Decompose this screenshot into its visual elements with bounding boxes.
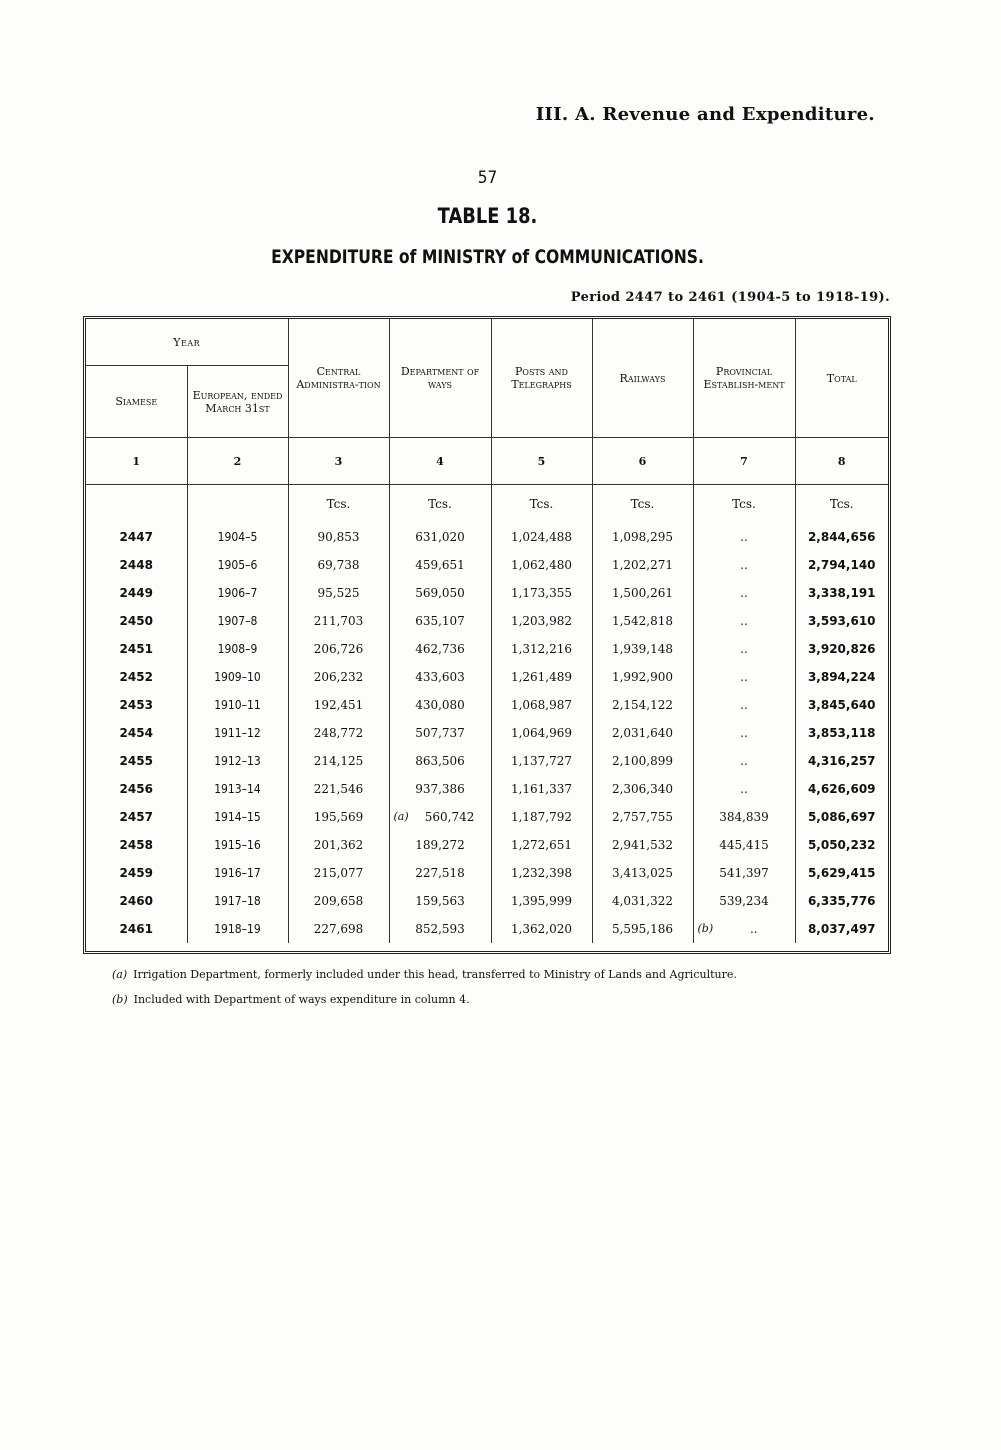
cell-value: 2,306,340 <box>611 782 674 796</box>
cell-value: 2,100,899 <box>611 754 674 768</box>
cell-value: 6,335,776 <box>807 894 876 908</box>
unit-cell <box>187 485 288 524</box>
cell-european <box>187 747 288 775</box>
cell-value: 2,031,640 <box>611 726 674 740</box>
cell-value: 937,386 <box>415 782 465 796</box>
cell-value: 1918–19 <box>214 922 261 936</box>
cell-central <box>288 663 389 691</box>
cell-provincial <box>693 607 795 635</box>
cell-posts <box>491 551 592 579</box>
col-header-railways: Railways <box>592 319 693 438</box>
cell-ways <box>389 887 491 915</box>
cell-ways <box>389 607 491 635</box>
cell-value: 2461 <box>119 922 153 936</box>
cell-posts <box>491 747 592 775</box>
cell-value: 3,845,640 <box>807 698 876 712</box>
cell-value: 1,312,216 <box>510 642 573 656</box>
cell-central <box>288 887 389 915</box>
cell-value: 459,651 <box>415 558 465 572</box>
table-row <box>86 607 888 635</box>
cell-value: 1,024,488 <box>510 530 573 544</box>
cell-central <box>288 775 389 803</box>
table-row <box>86 635 888 663</box>
table-row <box>86 775 888 803</box>
cell-total <box>795 551 888 579</box>
column-number: 8 <box>795 438 888 485</box>
cell-provincial <box>693 803 795 831</box>
cell-value: 1,232,398 <box>510 866 573 880</box>
cell-value: 209,658 <box>313 894 364 908</box>
cell-railways <box>592 523 693 551</box>
cell-value: 2453 <box>119 698 153 712</box>
cell-total <box>795 915 888 943</box>
cell-european <box>187 887 288 915</box>
cell-european <box>187 691 288 719</box>
cell-total <box>795 831 888 859</box>
cell-total <box>795 607 888 635</box>
cell-ways <box>389 663 491 691</box>
cell-value: 2456 <box>119 782 153 796</box>
cell-posts <box>491 887 592 915</box>
cell-railways <box>592 775 693 803</box>
cell-railways <box>592 663 693 691</box>
cell-total <box>795 691 888 719</box>
cell-value: 95,525 <box>317 586 360 600</box>
cell-total <box>795 523 888 551</box>
cell-european <box>187 719 288 747</box>
cell-value: 3,338,191 <box>807 586 876 600</box>
cell-european <box>187 831 288 859</box>
cell-posts <box>491 579 592 607</box>
cell-posts <box>491 831 592 859</box>
cell-value: 3,920,826 <box>807 642 876 656</box>
cell-value: 2,794,140 <box>807 558 876 572</box>
column-number: 5 <box>491 438 592 485</box>
cell-value: 192,451 <box>313 698 364 712</box>
cell-value: 3,593,610 <box>807 614 876 628</box>
footnotes <box>112 968 737 1018</box>
footnote-text: Irrigation Department, formerly included under this head, transferred to Ministry of Lands and Agriculture. <box>133 968 737 981</box>
cell-value: 2448 <box>119 558 153 572</box>
cell-value: 1,068,987 <box>510 698 573 712</box>
cell-total <box>795 635 888 663</box>
cell-value: 2447 <box>119 530 153 544</box>
cell-value: 1912–13 <box>214 754 261 768</box>
cell-value: 2,154,122 <box>611 698 674 712</box>
table-row <box>86 915 888 943</box>
cell-total <box>795 579 888 607</box>
note-reference: (b) <box>697 922 714 935</box>
footnote-text: Included with Department of ways expenditure in column 4. <box>133 993 470 1006</box>
table-subtitle: EXPENDITURE of MINISTRY of COMMUNICATIONS. <box>271 246 704 268</box>
cell-value: 1,098,295 <box>611 530 674 544</box>
cell-value: 221,546 <box>313 782 364 796</box>
cell-provincial <box>693 691 795 719</box>
cell-railways <box>592 719 693 747</box>
cell-provincial <box>693 551 795 579</box>
cell-total <box>795 719 888 747</box>
cell-provincial <box>693 887 795 915</box>
col-header-provincial: Provincial Establish-ment <box>693 319 795 438</box>
cell-siamese <box>86 579 187 607</box>
cell-central <box>288 579 389 607</box>
cell-value: .. <box>740 782 748 796</box>
cell-value: 1,992,900 <box>611 670 674 684</box>
cell-value: 2459 <box>119 866 153 880</box>
cell-value: 852,593 <box>415 922 465 936</box>
table-row <box>86 887 888 915</box>
cell-railways <box>592 607 693 635</box>
cell-value: 4,316,257 <box>807 754 876 768</box>
cell-value: 206,232 <box>313 670 364 684</box>
column-number: 7 <box>693 438 795 485</box>
cell-value: 8,037,497 <box>807 922 876 936</box>
year-header: Year <box>86 319 288 366</box>
cell-value: 1915–16 <box>214 838 261 852</box>
cell-railways <box>592 803 693 831</box>
cell-siamese <box>86 663 187 691</box>
cell-european <box>187 579 288 607</box>
unit-cell <box>86 485 187 524</box>
cell-value: 1908–9 <box>217 642 258 656</box>
column-number: 3 <box>288 438 389 485</box>
cell-value: 445,415 <box>719 838 769 852</box>
cell-value: 1909–10 <box>214 670 261 684</box>
cell-value: .. <box>740 558 748 572</box>
cell-railways <box>592 859 693 887</box>
cell-siamese <box>86 775 187 803</box>
cell-ways <box>389 803 491 831</box>
cell-total <box>795 803 888 831</box>
table-row <box>86 803 888 831</box>
cell-posts <box>491 775 592 803</box>
cell-total <box>795 663 888 691</box>
cell-siamese <box>86 523 187 551</box>
cell-central <box>288 747 389 775</box>
table-title: TABLE 18. <box>437 204 538 228</box>
cell-value: 2452 <box>119 670 153 684</box>
cell-value: .. <box>740 530 748 544</box>
units-row <box>86 485 888 524</box>
cell-value: 5,629,415 <box>807 866 876 880</box>
cell-ways <box>389 747 491 775</box>
table-row <box>86 523 888 551</box>
cell-siamese <box>86 747 187 775</box>
cell-value: 1905–6 <box>217 558 258 572</box>
footnote-mark: (b) <box>112 993 128 1006</box>
cell-value: .. <box>740 754 748 768</box>
cell-siamese <box>86 551 187 579</box>
cell-ways <box>389 831 491 859</box>
cell-siamese <box>86 859 187 887</box>
cell-siamese <box>86 607 187 635</box>
cell-provincial <box>693 915 795 943</box>
cell-value: 1910–11 <box>214 698 261 712</box>
cell-ways <box>389 775 491 803</box>
cell-value: 433,603 <box>415 670 465 684</box>
cell-provincial <box>693 775 795 803</box>
cell-posts <box>491 859 592 887</box>
footnote-b <box>112 993 737 1006</box>
cell-value: 214,125 <box>313 754 364 768</box>
cell-provincial <box>693 523 795 551</box>
cell-value: 1913–14 <box>214 782 261 796</box>
cell-central <box>288 551 389 579</box>
expenditure-table <box>83 316 891 954</box>
cell-value: 1,161,337 <box>510 782 573 796</box>
cell-value: 1,362,020 <box>510 922 573 936</box>
cell-european <box>187 803 288 831</box>
cell-posts <box>491 607 592 635</box>
cell-value: 1,064,969 <box>510 726 573 740</box>
cell-value: 4,626,609 <box>807 782 876 796</box>
cell-posts <box>491 635 592 663</box>
footnote-mark: (a) <box>112 968 128 981</box>
cell-value: 2449 <box>119 586 153 600</box>
cell-value: 1,272,651 <box>510 838 573 852</box>
cell-value: 1,202,271 <box>611 558 674 572</box>
cell-value: 1907–8 <box>217 614 258 628</box>
cell-value: 1,395,999 <box>510 894 573 908</box>
cell-value: 227,518 <box>415 866 465 880</box>
cell-value: .. <box>740 642 748 656</box>
footnote-a <box>112 968 737 981</box>
cell-european <box>187 523 288 551</box>
cell-ways <box>389 635 491 663</box>
table-row <box>86 831 888 859</box>
cell-value: 3,413,025 <box>611 866 674 880</box>
section-title: III. A. Revenue and Expenditure. <box>535 104 875 125</box>
cell-central <box>288 607 389 635</box>
unit-cell: Tcs. <box>389 485 491 524</box>
cell-european <box>187 607 288 635</box>
unit-cell: Tcs. <box>592 485 693 524</box>
cell-value: 159,563 <box>415 894 465 908</box>
cell-central <box>288 691 389 719</box>
cell-siamese <box>86 915 187 943</box>
table-row <box>86 747 888 775</box>
cell-value: 541,397 <box>719 866 769 880</box>
cell-total <box>795 747 888 775</box>
col-header-central: Central Administra-tion <box>288 319 389 438</box>
cell-value: 69,738 <box>317 558 360 572</box>
col-header-total: Total <box>795 319 888 438</box>
cell-value: 635,107 <box>415 614 465 628</box>
cell-value: 1,542,818 <box>611 614 674 628</box>
cell-value: 1,187,792 <box>510 810 573 824</box>
cell-value: .. <box>740 726 748 740</box>
cell-value: 195,569 <box>313 810 364 824</box>
cell-value: 2,941,532 <box>611 838 674 852</box>
cell-value: 189,272 <box>415 838 465 852</box>
cell-value: 4,031,322 <box>611 894 674 908</box>
cell-european <box>187 551 288 579</box>
cell-value: 1911–12 <box>214 726 261 740</box>
cell-value: 384,839 <box>719 810 769 824</box>
cell-value: 2454 <box>119 726 153 740</box>
column-number: 6 <box>592 438 693 485</box>
col-header-siamese: Siamese <box>115 395 158 408</box>
cell-ways <box>389 719 491 747</box>
cell-central <box>288 635 389 663</box>
cell-railways <box>592 691 693 719</box>
cell-total <box>795 859 888 887</box>
cell-european <box>187 635 288 663</box>
page-number: 57 <box>477 168 498 188</box>
cell-value: 569,050 <box>415 586 465 600</box>
cell-railways <box>592 747 693 775</box>
cell-european <box>187 859 288 887</box>
unit-cell: Tcs. <box>693 485 795 524</box>
col-header-posts: Posts and Telegraphs <box>491 319 592 438</box>
cell-value: 863,506 <box>415 754 465 768</box>
cell-value: 1,173,355 <box>510 586 573 600</box>
cell-provincial <box>693 747 795 775</box>
cell-value: 1,137,727 <box>510 754 573 768</box>
period-label: Period 2447 to 2461 (1904-5 to 1918-19). <box>570 290 890 305</box>
cell-value: 2450 <box>119 614 153 628</box>
table-row <box>86 691 888 719</box>
note-reference: (a) <box>393 810 409 823</box>
cell-central <box>288 915 389 943</box>
cell-value: 215,077 <box>313 866 364 880</box>
cell-siamese <box>86 831 187 859</box>
cell-posts <box>491 719 592 747</box>
cell-value: 3,894,224 <box>807 670 876 684</box>
cell-central <box>288 859 389 887</box>
cell-value: 1906–7 <box>217 586 258 600</box>
cell-posts <box>491 523 592 551</box>
cell-posts <box>491 663 592 691</box>
cell-posts <box>491 691 592 719</box>
cell-value: 211,703 <box>313 614 364 628</box>
unit-cell: Tcs. <box>288 485 389 524</box>
cell-value: 90,853 <box>317 530 360 544</box>
cell-siamese <box>86 635 187 663</box>
cell-value: 1,500,261 <box>611 586 674 600</box>
cell-value: .. <box>740 586 748 600</box>
cell-value: 1914–15 <box>214 810 261 824</box>
cell-value: 248,772 <box>313 726 364 740</box>
cell-central <box>288 719 389 747</box>
cell-ways <box>389 551 491 579</box>
cell-ways <box>389 691 491 719</box>
cell-value: 2,757,755 <box>611 810 674 824</box>
unit-cell: Tcs. <box>795 485 888 524</box>
cell-value: 1917–18 <box>214 894 261 908</box>
cell-posts <box>491 803 592 831</box>
cell-ways <box>389 579 491 607</box>
column-number: 1 <box>86 438 187 485</box>
cell-railways <box>592 551 693 579</box>
cell-value: 1,203,982 <box>510 614 573 628</box>
cell-siamese <box>86 887 187 915</box>
cell-value: 1904–5 <box>217 530 258 544</box>
cell-value: 2457 <box>119 810 153 824</box>
cell-value: 2458 <box>119 838 153 852</box>
cell-railways <box>592 915 693 943</box>
cell-siamese <box>86 803 187 831</box>
cell-railways <box>592 887 693 915</box>
cell-total <box>795 887 888 915</box>
cell-central <box>288 523 389 551</box>
cell-siamese <box>86 719 187 747</box>
cell-value: 227,698 <box>313 922 364 936</box>
column-numbers-row <box>86 438 888 485</box>
col-header-european: European, ended March 31st <box>187 366 288 438</box>
table-row <box>86 859 888 887</box>
col-header-ways: Department of ways <box>389 319 491 438</box>
cell-value: 1916–17 <box>214 866 261 880</box>
cell-value: .. <box>740 614 748 628</box>
cell-european <box>187 775 288 803</box>
cell-ways <box>389 915 491 943</box>
cell-provincial <box>693 663 795 691</box>
cell-value: 1,261,489 <box>510 670 573 684</box>
cell-central <box>288 803 389 831</box>
cell-value: 2,844,656 <box>807 530 876 544</box>
cell-total <box>795 775 888 803</box>
cell-value: 2455 <box>119 754 153 768</box>
cell-value: 5,595,186 <box>611 922 674 936</box>
cell-provincial <box>693 859 795 887</box>
cell-railways <box>592 579 693 607</box>
cell-central <box>288 831 389 859</box>
cell-provincial <box>693 719 795 747</box>
cell-value: 5,050,232 <box>807 838 876 852</box>
cell-value: 1,062,480 <box>510 558 573 572</box>
cell-value: .. <box>740 670 748 684</box>
cell-value: .. <box>749 922 758 936</box>
cell-european <box>187 663 288 691</box>
cell-value: 560,742 <box>424 810 475 824</box>
cell-value: 5,086,697 <box>807 810 876 824</box>
table-row <box>86 719 888 747</box>
cell-provincial <box>693 635 795 663</box>
cell-value: 3,853,118 <box>807 726 876 740</box>
cell-ways <box>389 523 491 551</box>
cell-value: 507,737 <box>415 726 465 740</box>
table-row <box>86 551 888 579</box>
table-row <box>86 579 888 607</box>
unit-cell: Tcs. <box>491 485 592 524</box>
cell-value: 206,726 <box>313 642 364 656</box>
cell-siamese <box>86 691 187 719</box>
cell-value: 201,362 <box>313 838 364 852</box>
column-number: 2 <box>187 438 288 485</box>
cell-value: .. <box>740 698 748 712</box>
cell-value: 430,080 <box>415 698 465 712</box>
cell-value: 631,020 <box>415 530 465 544</box>
cell-ways <box>389 859 491 887</box>
cell-value: 1,939,148 <box>611 642 674 656</box>
cell-provincial <box>693 831 795 859</box>
cell-railways <box>592 635 693 663</box>
cell-european <box>187 915 288 943</box>
table-row <box>86 663 888 691</box>
cell-value: 2451 <box>119 642 153 656</box>
cell-railways <box>592 831 693 859</box>
cell-value: 539,234 <box>719 894 769 908</box>
column-number: 4 <box>389 438 491 485</box>
cell-posts <box>491 915 592 943</box>
data-table <box>86 319 888 943</box>
cell-value: 462,736 <box>415 642 465 656</box>
cell-provincial <box>693 579 795 607</box>
cell-value: 2460 <box>119 894 153 908</box>
